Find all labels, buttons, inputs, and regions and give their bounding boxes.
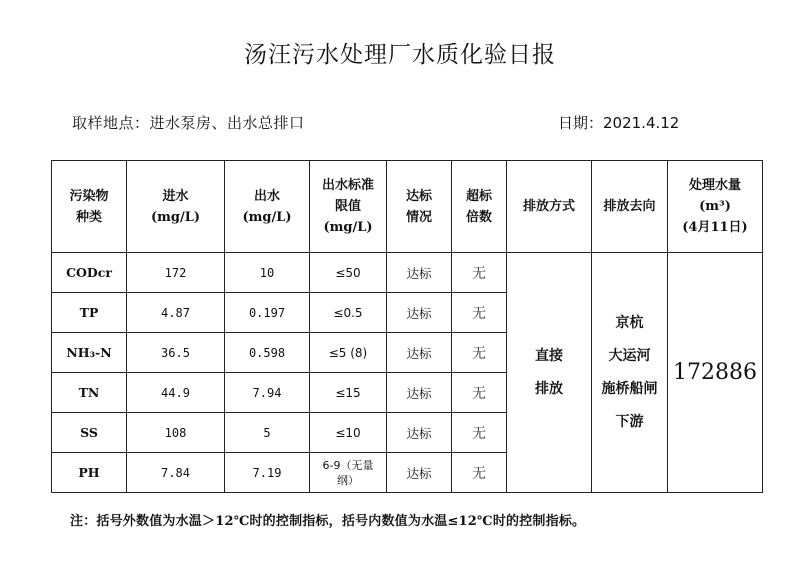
influent-value: 108: [127, 413, 225, 453]
header-compliance: 达标 情况: [387, 161, 452, 253]
effluent-value: 0.197: [225, 293, 310, 333]
limit-value: ≤0.5: [310, 293, 387, 333]
pollutant-name: PH: [52, 453, 127, 493]
header-limit: 出水标准 限值 (mg/L): [310, 161, 387, 253]
pollutant-name: TN: [52, 373, 127, 413]
water-quality-table: [51, 160, 763, 493]
header-discharge-method: 排放方式: [507, 161, 592, 253]
report-title: 汤汪污水处理厂水质化验日报: [244, 42, 556, 68]
effluent-value: 10: [225, 253, 310, 293]
pollutant-name: TP: [52, 293, 127, 333]
limit-value: ≤10: [310, 413, 387, 453]
exceed-multiple: 无: [452, 333, 507, 373]
table-row: [52, 253, 763, 293]
header-row: [52, 161, 763, 253]
effluent-value: 5: [225, 413, 310, 453]
pollutant-name: NH₃-N: [52, 333, 127, 373]
compliance-status: 达标: [387, 373, 452, 413]
effluent-value: 0.598: [225, 333, 310, 373]
limit-value: 6-9（无量 纲）: [310, 453, 387, 493]
exceed-multiple: 无: [452, 453, 507, 493]
footnote: 注：括号外数值为水温＞12℃时的控制指标，括号内数值为水温≤12℃时的控制指标。: [70, 514, 586, 529]
header-volume: 处理水量 (m³) (4月11日): [668, 161, 763, 253]
compliance-status: 达标: [387, 413, 452, 453]
effluent-value: 7.19: [225, 453, 310, 493]
discharge-destination: 京杭 大运河 施桥船闸 下游: [592, 253, 668, 493]
exceed-multiple: 无: [452, 253, 507, 293]
pollutant-name: CODcr: [52, 253, 127, 293]
exceed-multiple: 无: [452, 373, 507, 413]
influent-value: 7.84: [127, 453, 225, 493]
header-exceed: 超标 倍数: [452, 161, 507, 253]
header-pollutant: 污染物 种类: [52, 161, 127, 253]
exceed-multiple: 无: [452, 413, 507, 453]
limit-value: ≤50: [310, 253, 387, 293]
compliance-status: 达标: [387, 253, 452, 293]
influent-value: 172: [127, 253, 225, 293]
compliance-status: 达标: [387, 293, 452, 333]
influent-value: 44.9: [127, 373, 225, 413]
limit-value: ≤5 (8): [310, 333, 387, 373]
limit-value: ≤15: [310, 373, 387, 413]
header-effluent: 出水 (mg/L): [225, 161, 310, 253]
effluent-value: 7.94: [225, 373, 310, 413]
exceed-multiple: 无: [452, 293, 507, 333]
pollutant-name: SS: [52, 413, 127, 453]
report-date: 日期：2021.4.12: [558, 114, 680, 132]
influent-value: 4.87: [127, 293, 225, 333]
compliance-status: 达标: [387, 333, 452, 373]
header-discharge-dest: 排放去向: [592, 161, 668, 253]
discharge-method: 直接 排放: [507, 253, 592, 493]
compliance-status: 达标: [387, 453, 452, 493]
sampling-location: 取样地点：进水泵房、出水总排口: [72, 114, 305, 132]
influent-value: 36.5: [127, 333, 225, 373]
treated-volume: 172886: [668, 253, 763, 493]
header-influent: 进水 (mg/L): [127, 161, 225, 253]
